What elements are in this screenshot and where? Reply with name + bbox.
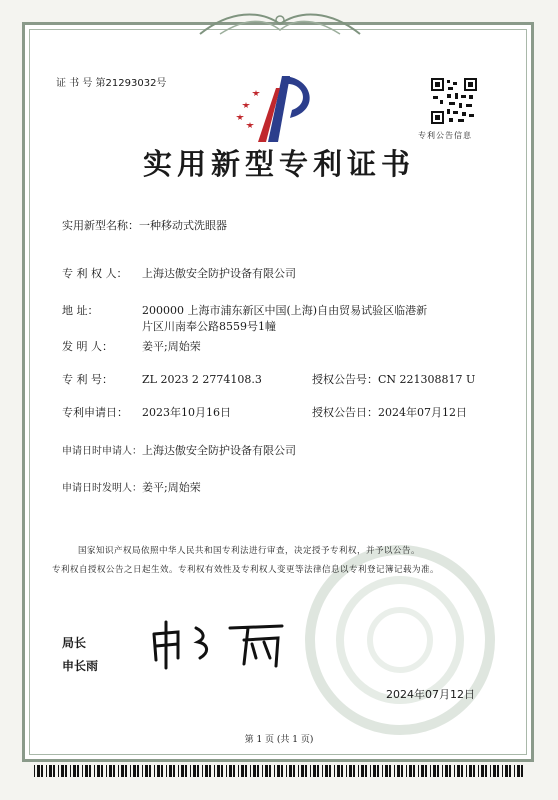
page-number: 第 1 页 (共 1 页)	[244, 735, 314, 745]
signatory-name: 申长雨	[62, 659, 99, 673]
field-inventor-value: 姜平;周始荣	[142, 340, 201, 353]
signatory-title: 局长	[62, 636, 87, 650]
field-applicant-at-filing-value: 上海达傲安全防护设备有限公司	[142, 444, 296, 457]
field-address-line2: 片区川南奉公路8559号1幢	[142, 320, 276, 333]
field-name	[62, 218, 227, 234]
field-patentee	[62, 266, 296, 282]
field-address-label: 地 址：	[62, 304, 99, 317]
field-inventor-at-filing-label: 申请日时发明人：	[62, 483, 142, 494]
field-filing-date-value: 2023年10月16日	[142, 406, 231, 419]
field-inventor-label: 发 明 人：	[62, 340, 113, 353]
field-grant-number-value: CN 221308817 U	[378, 373, 476, 386]
field-applicant-at-filing	[62, 443, 296, 460]
field-grant-date	[312, 405, 467, 421]
top-ornament	[190, 6, 370, 40]
issue-date: 2024年07月12日	[386, 688, 475, 701]
field-applicant-at-filing-label: 申请日时申请人：	[62, 446, 142, 457]
field-patent-number-label: 专 利 号：	[62, 373, 113, 386]
field-grant-number	[312, 372, 475, 388]
qr-code[interactable]	[431, 78, 477, 124]
handwritten-signature	[148, 614, 288, 670]
field-patentee-value: 上海达傲安全防护设备有限公司	[142, 267, 296, 280]
field-address	[62, 303, 427, 319]
field-inventor-at-filing	[62, 480, 201, 497]
field-patent-number-value: ZL 2023 2 2774108.3	[142, 373, 262, 386]
field-grant-number-label: 授权公告号：	[312, 373, 378, 386]
barcode	[34, 765, 524, 777]
field-filing-date-label: 专利申请日：	[62, 406, 128, 419]
field-patentee-label: 专 利 权 人：	[62, 267, 128, 280]
statement-line-1: 国家知识产权局依照中华人民共和国专利法进行审查，决定授予专利权，并予以公告。	[78, 546, 421, 556]
statement-line-2: 专利权自授权公告之日起生效。专利权有效性及专利权人变更等法律信息以专利登记簿记载为准。	[52, 565, 440, 575]
field-name-label: 实用新型名称：	[62, 219, 139, 232]
qr-label: 专利公告信息	[418, 131, 472, 140]
field-address-value-line1: 200000 上海市浦东新区中国(上海)自由贸易试验区临港新	[142, 304, 428, 317]
field-filing-date	[62, 405, 231, 421]
field-name-value: 一种移动式洗眼器	[139, 219, 227, 232]
field-grant-date-value: 2024年07月12日	[378, 406, 467, 419]
field-inventor-at-filing-value: 姜平;周始荣	[142, 481, 201, 494]
field-inventor	[62, 339, 201, 355]
certificate-number: 证 书 号 第21293032号	[56, 78, 167, 89]
cnipa-logo	[232, 66, 324, 146]
field-patent-number	[62, 372, 262, 388]
field-grant-date-label: 授权公告日：	[312, 406, 378, 419]
page-title: 实用新型专利证书	[142, 147, 415, 181]
